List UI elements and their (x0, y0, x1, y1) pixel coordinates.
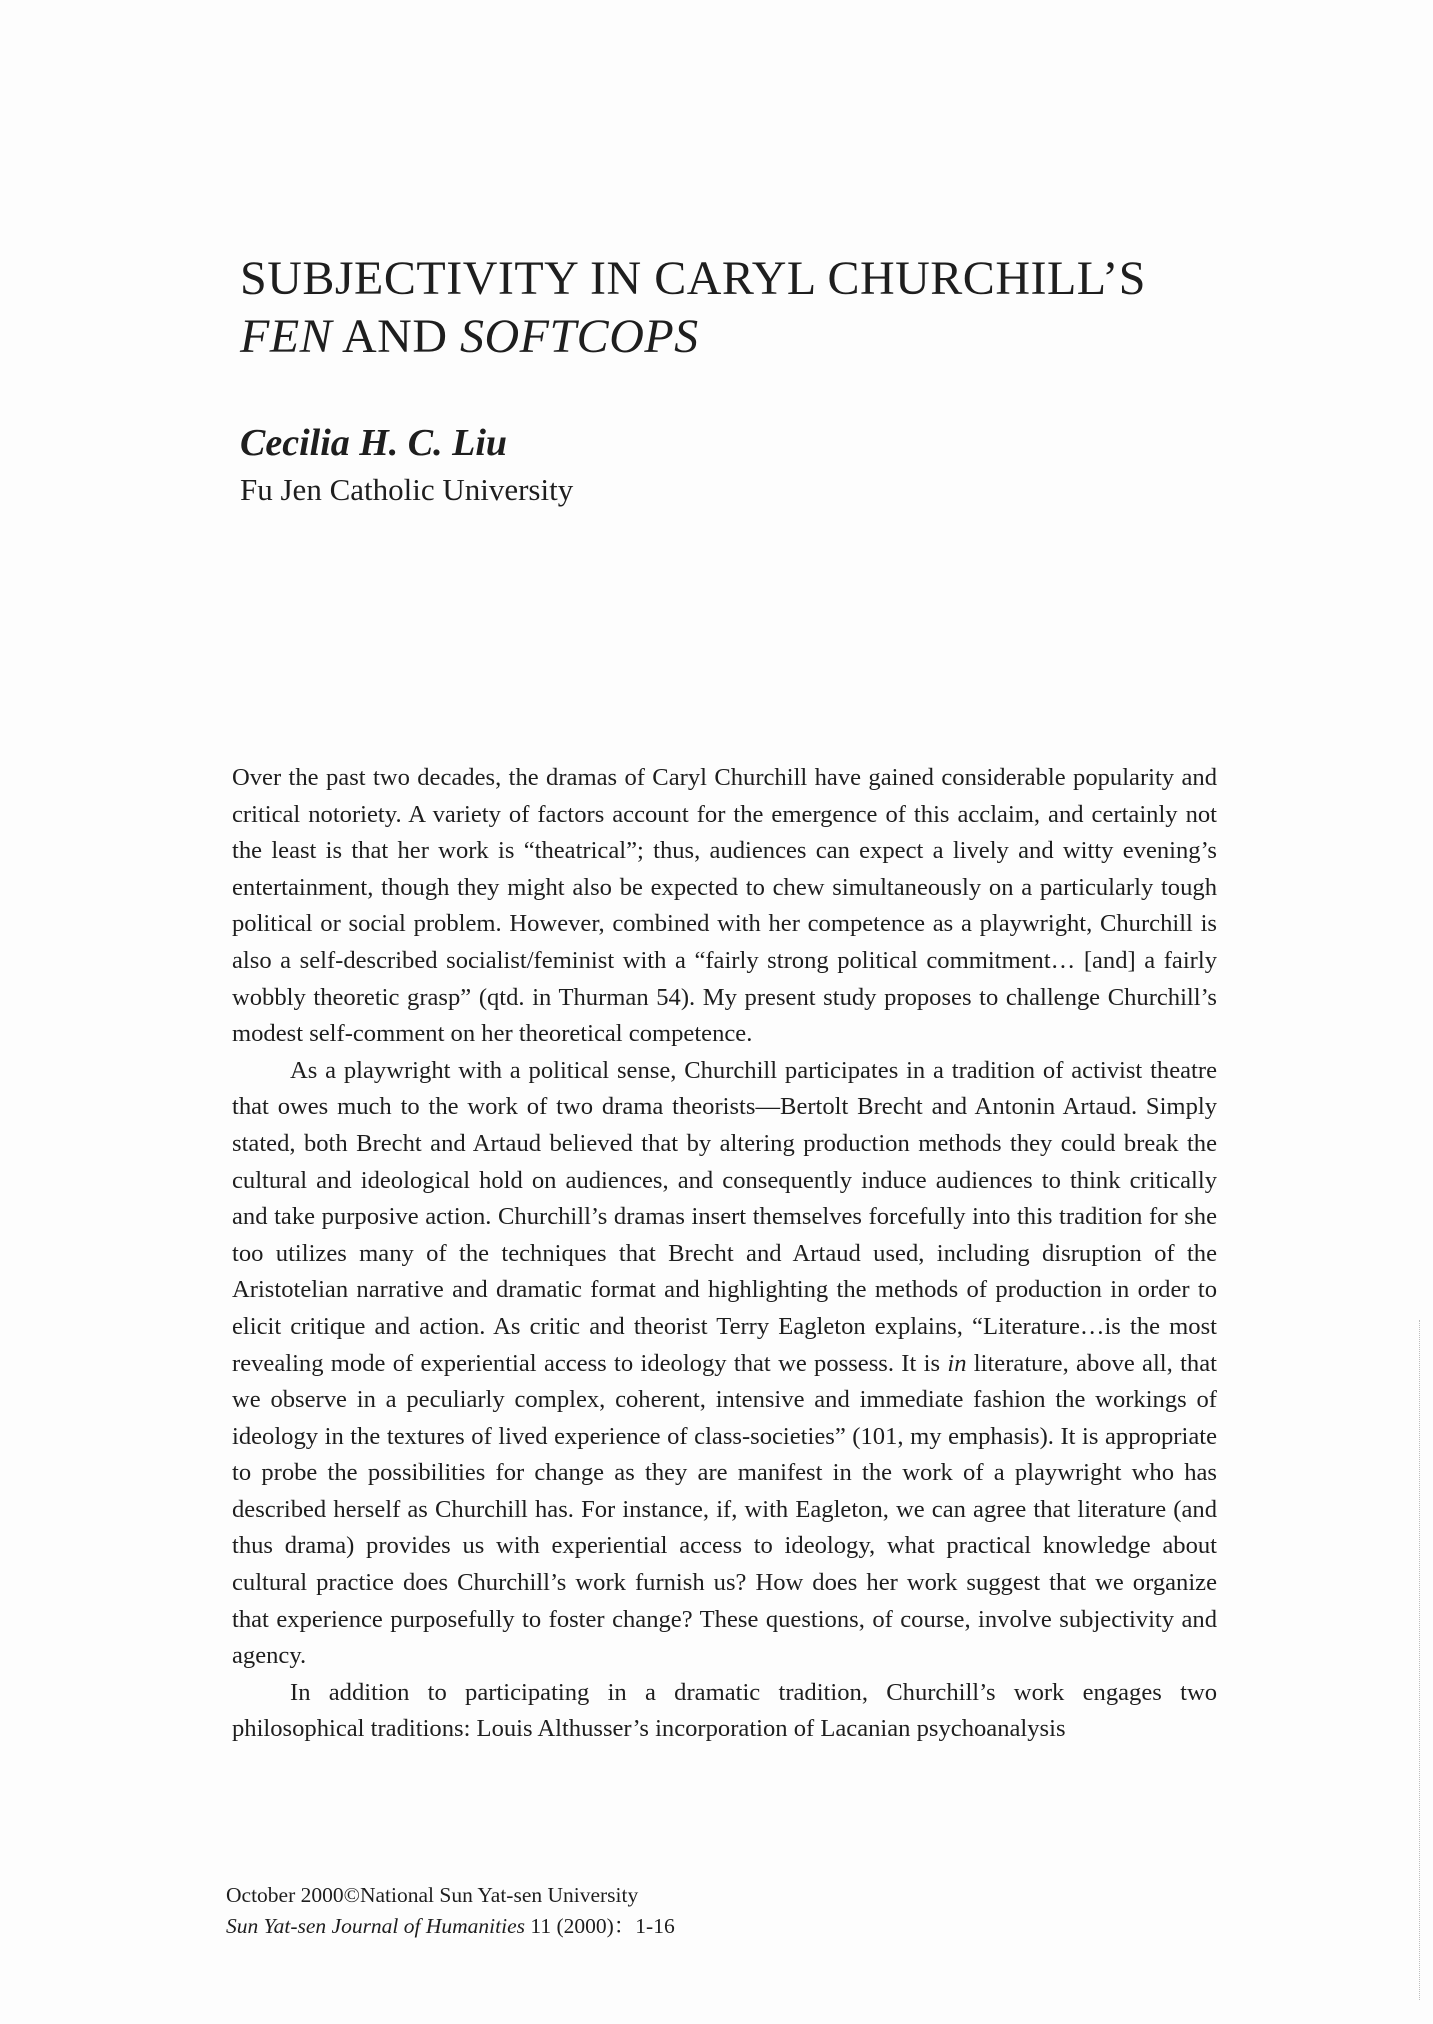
article-body (232, 760, 1217, 1748)
footer-volume-pages: 11 (2000)：1-16 (525, 1914, 675, 1938)
title-line-2 (240, 308, 1240, 366)
title-and: AND (332, 310, 460, 363)
author-affiliation: Fu Jen Catholic University (240, 472, 574, 507)
scan-edge-mark (1419, 1320, 1421, 2000)
title-softcops: SOFTCOPS (460, 310, 699, 363)
article-title (240, 250, 1240, 366)
paragraph-2-part-b: literature, above all, that we observe in a peculiarly complex, coherent, intensive and immediate fashion the workings of ideology in the textures of lived experience of class-societies” (101, my emphasis). It is appropriate to probe the possibilities for change as they are manifest in the work of a playwright who has described herself as Churchill has. For instance, if, with Eagleton, we can agree that literature (and thus drama) provides us with experiential access to ideology, what practical knowledge about cultural practice does Churchill’s work furnish us? How does her work suggest that we organize that experience purposefully to foster change? These questions, of course, involve subjectivity and agency. (232, 1349, 1217, 1670)
title-fen: FEN (240, 310, 333, 363)
footer-copyright: October 2000©National Sun Yat-sen University (226, 1883, 639, 1907)
paragraph-2-part-a: As a playwright with a political sense, Churchill participates in a tradition of activist theatre that owes much to the work of two drama theorists—Bertolt Brecht and Antonin Artaud. Simply stated, both Brecht and Artaud believed that by altering production methods they could break the cultural and ideological hold on audiences, and consequently induce audiences to think critically and take purposive action. Churchill’s dramas insert themselves forcefully into this tradition for she too utilizes many of the techniques that Brecht and Artaud used, including disruption of the Aristotelian narrative and dramatic format and highlighting the methods of production in order to elicit critique and action. As critic and theorist Terry Eagleton explains, “Literature…is the most revealing mode of experiential access to ideology that we possess. It is (232, 1056, 1217, 1377)
paragraph-3: In addition to participating in a dramatic tradition, Churchill’s work engages two philosophical traditions: Louis Althusser’s incorporation of Lacanian psychoanalysis (232, 1678, 1217, 1743)
paragraph-2-emphasis: in (947, 1349, 967, 1377)
author-name: Cecilia H. C. Liu (240, 422, 508, 464)
paragraph-1: Over the past two decades, the dramas of Caryl Churchill have gained considerable popularity and critical notoriety. A variety of factors account for the emergence of this acclaim, and certainly not the least is that her work is “theatrical”; thus, audiences can expect a lively and witty evening’s entertainment, though they might also be expected to chew simultaneously on a particularly tough political or social problem. However, combined with her competence as a playwright, Churchill is also a self-described socialist/feminist with a “fairly strong political commitment… [and] a fairly wobbly theoretic grasp” (qtd. in Thurman 54). My present study proposes to challenge Churchill’s modest self-comment on her theoretical competence. (232, 764, 1217, 1048)
footer-journal-citation (226, 1911, 675, 1942)
footer-journal-name: Sun Yat-sen Journal of Humanities (226, 1914, 526, 1938)
paragraph-2 (232, 1053, 1217, 1675)
page-footer (226, 1880, 675, 1942)
title-line-1: SUBJECTIVITY IN CARYL CHURCHILL’S (240, 252, 1146, 305)
